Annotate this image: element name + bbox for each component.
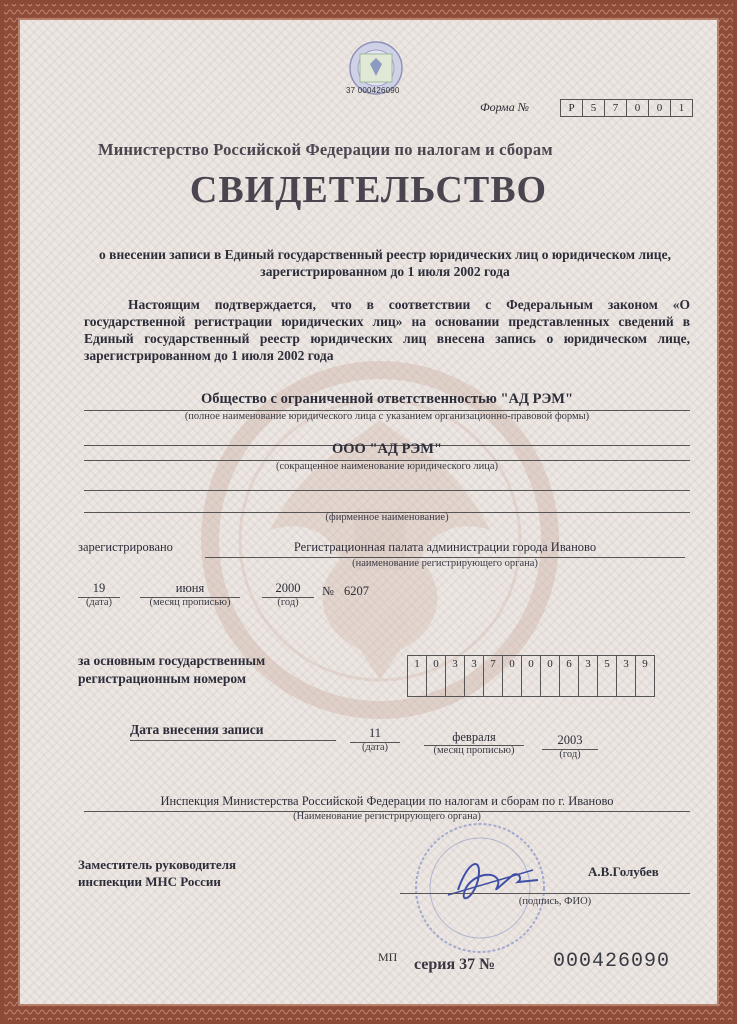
number-sign: №: [322, 584, 334, 598]
entity-full-name: Общество с ограниченной ответственностью "АД РЭМ": [200, 391, 574, 407]
entry-year: 2003: [557, 733, 583, 747]
year-caption: (год): [277, 597, 299, 608]
ogrn-digit: 0: [521, 655, 541, 697]
serial-number: 000426090: [553, 950, 671, 973]
form-code-char: Р: [560, 99, 583, 117]
full-name-caption: (полное наименование юридического лица с указанием организационно-правовой формы): [184, 411, 590, 422]
document-title: СВИДЕТЕЛЬСТВО: [189, 169, 548, 211]
registration-year: 2000: [275, 581, 301, 595]
ministry-name: Министерство Российской Федерации по налогам и сборам: [98, 140, 553, 159]
registration-month: июня: [175, 581, 205, 595]
document-subtitle: о внесении записи в Единый государственный реестр юридических лиц о юридическом лице, зарегистрированном до 1 июля 2002 года: [99, 247, 671, 279]
signer-position-line2: инспекции МНС России: [78, 874, 221, 889]
form-code-boxes: [561, 99, 693, 117]
signer-name: А.В.Голубев: [588, 864, 659, 879]
entry-year-caption: (год): [559, 749, 581, 760]
form-code-char: 5: [582, 99, 605, 117]
stamp-place-label: МП: [378, 950, 398, 964]
registration-authority: Регистрационная палата администрации города Иваново: [293, 540, 597, 554]
signature-line: [400, 893, 690, 894]
blank-line: [84, 490, 690, 491]
form-number-label: Форма №: [480, 100, 530, 114]
ogrn-label-line1: за основным государственным: [78, 653, 266, 668]
ogrn-digit: 9: [635, 655, 655, 697]
entry-month-caption: (месяц прописью): [433, 745, 515, 756]
entry-month: февраля: [452, 730, 496, 744]
form-code-char: 0: [648, 99, 671, 117]
ogrn-label: [78, 652, 265, 688]
ogrn-digit: 0: [502, 655, 522, 697]
form-code-char: 0: [626, 99, 649, 117]
series-number-sign: №: [479, 956, 496, 973]
signer-position-line1: Заместитель руководителя: [78, 857, 237, 872]
series-label: [414, 956, 495, 974]
entry-day: 11: [368, 726, 382, 740]
signer-position: [78, 856, 236, 890]
ogrn-digit-boxes: [408, 655, 655, 697]
ogrn-digit: 3: [616, 655, 636, 697]
intro-paragraph: Настоящим подтверждается, что в соответствии с Федеральным законом «О государственной регистрации юридических лиц» на основании представленных сведений в Единый государственный реестр юридических лиц внесена запись о юридическом лице, зарегистрированном до 1 июля 2002 года: [84, 297, 690, 363]
inspection-caption: (Наименование регистрирующего органа): [293, 811, 481, 822]
ogrn-digit: 0: [540, 655, 560, 697]
ogrn-digit: 6: [559, 655, 579, 697]
month-caption: (месяц прописью): [149, 597, 231, 608]
entity-short-name: ООО "АД РЭМ": [331, 441, 442, 457]
inspection-name: Инспекция Министерства Российской Федерации по налогам и сборам по г. Иваново: [160, 794, 614, 808]
ogrn-digit: 3: [445, 655, 465, 697]
brand-name-caption: (фирменное наименование): [325, 512, 449, 523]
form-code-char: 7: [604, 99, 627, 117]
hologram-number: 37 000426090: [346, 86, 400, 95]
signature-caption: (подпись, ФИО): [518, 896, 592, 907]
entry-date-label: Дата внесения записи: [130, 722, 264, 737]
series-word: серия: [414, 956, 456, 973]
entry-day-caption: (дата): [361, 742, 389, 753]
ogrn-digit: 1: [407, 655, 427, 697]
ogrn-digit: 0: [426, 655, 446, 697]
short-name-caption: (сокращенное наименование юридического лица): [275, 461, 499, 472]
registration-number: 6207: [344, 584, 369, 598]
authority-caption: (наименование регистрирующего органа): [352, 558, 538, 569]
series-value: 37: [459, 956, 476, 973]
day-caption: (дата): [85, 597, 113, 608]
entry-label-line: [130, 740, 336, 741]
ogrn-digit: 7: [483, 655, 503, 697]
ogrn-label-line2: регистрационным номером: [78, 671, 247, 686]
form-code-char: 1: [670, 99, 693, 117]
ogrn-digit: 3: [578, 655, 598, 697]
ogrn-digit: 3: [464, 655, 484, 697]
registration-day: 19: [92, 581, 106, 595]
ogrn-digit: 5: [597, 655, 617, 697]
registered-label: зарегистрировано: [78, 540, 173, 554]
